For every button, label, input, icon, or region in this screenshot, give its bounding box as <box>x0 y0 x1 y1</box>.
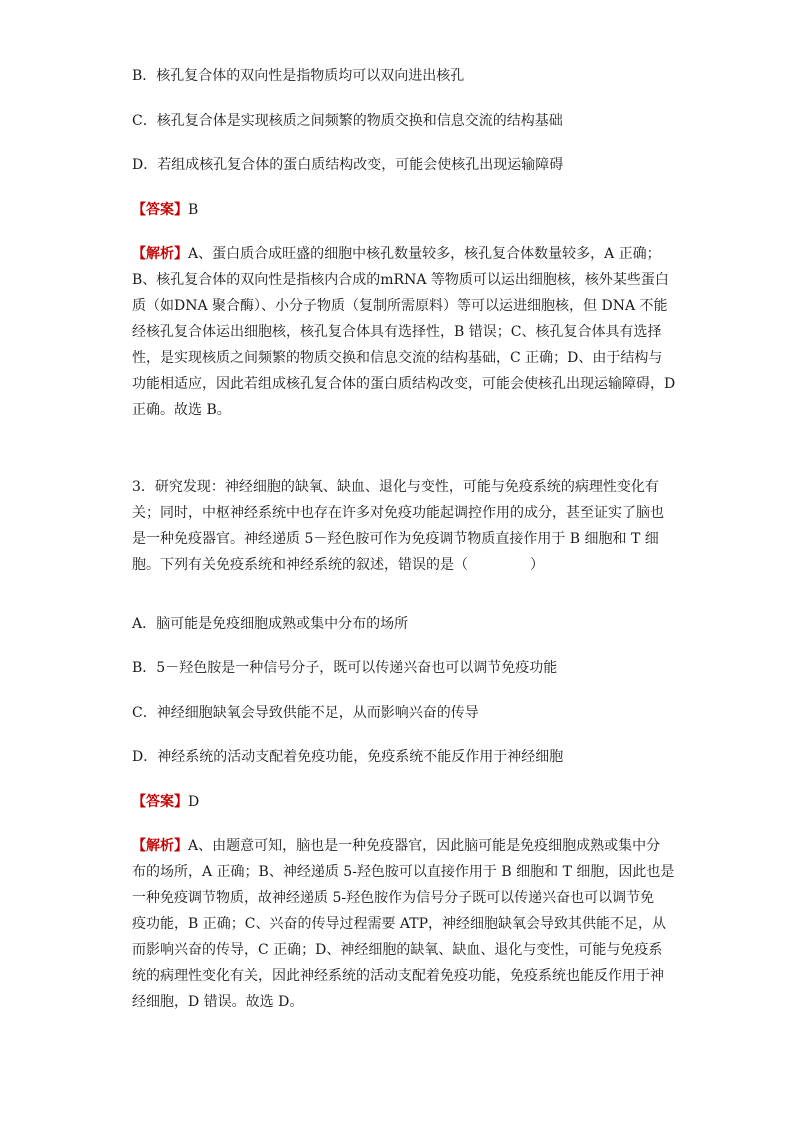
answer-tag: 【答案】 <box>132 202 188 218</box>
analysis-line: B、核孔复合体的双向性是指核内合成的mRNA 等物质可以运出细胞核，核外某些蛋白 <box>132 272 669 288</box>
analysis-line: 布的场所，A 正确；B、神经递质 5-羟色胺可以直接作用于 B 细胞和 T 细胞，因此也是 <box>132 864 675 880</box>
q2-option-d: D．若组成核孔复合体的蛋白质结构改变，可能会使核孔出现运输障碍 <box>132 157 564 173</box>
q3-stem <box>132 474 672 578</box>
q3-option-d: D．神经系统的活动支配着免疫功能，免疫系统不能反作用于神经细胞 <box>132 749 564 765</box>
q3-answer <box>132 792 672 812</box>
answer-tag: 【答案】 <box>132 794 188 810</box>
q2-answer <box>132 200 672 220</box>
q3-option-c: C．神经细胞缺氧会导致供能不足，从而影响兴奋的传导 <box>132 705 479 721</box>
q3-option-b: B．5－羟色胺是一种信号分子，既可以传递兴奋也可以调节免疫功能 <box>132 660 558 676</box>
analysis-line: 功能相适应，因此若组成核孔复合体的蛋白质结构改变，可能会使核孔出现运输障碍，D <box>132 376 676 392</box>
q3-analysis <box>132 833 675 1015</box>
analysis-tag: 【解析】 <box>132 838 188 854</box>
q2-option-b: B．核孔复合体的双向性是指物质均可以双向进出核孔 <box>132 68 465 84</box>
analysis-tag: 【解析】 <box>132 246 188 262</box>
answer-value: B <box>188 202 199 218</box>
answer-value: D <box>188 794 200 810</box>
q2-analysis <box>132 241 676 423</box>
analysis-line: 经细胞，D 错误。故选 D。 <box>132 994 304 1010</box>
analysis-line: 【解析】A、由题意可知，脑也是一种免疫器官，因此脑可能是免疫细胞成熟或集中分 <box>132 838 661 854</box>
analysis-line: 【解析】A、蛋白质合成旺盛的细胞中核孔数量较多，核孔复合体数量较多，A 正确； <box>132 246 661 262</box>
stem-line: 关；同时，中枢神经系统中也存在许多对免疫功能起调控作用的成分，甚至证实了脑也 <box>132 505 664 521</box>
stem-line: 是一种免疫器官。神经递质 5－羟色胺可作为免疫调节物质直接作用于 B 细胞和 T 细 <box>132 531 659 547</box>
analysis-line: 正确。故选 B。 <box>132 402 231 418</box>
stem-line: 3．研究发现：神经细胞的缺氧、缺血、退化与变性，可能与免疫系统的病理性变化有 <box>132 479 659 495</box>
q2-option-c: C．核孔复合体是实现核质之间频繁的物质交换和信息交流的结构基础 <box>132 113 563 129</box>
analysis-line: 而影响兴奋的传导，C 正确；D、神经细胞的缺氧、缺血、退化与变性，可能与免疫系 <box>132 942 663 958</box>
analysis-line: 性，是实现核质之间频繁的物质交换和信息交流的结构基础，C 正确；D、由于结构与 <box>132 350 663 366</box>
q3-option-a: A．脑可能是免疫细胞成熟或集中分布的场所 <box>132 616 409 632</box>
analysis-line: 疫功能，B 正确；C、兴奋的传导过程需要 ATP，神经细胞缺氧会导致其供能不足，从 <box>132 916 667 932</box>
analysis-line: 质（如DNA 聚合酶）、小分子物质（复制所需原料）等可以运进细胞核，但 DNA 不能 <box>132 298 668 314</box>
stem-line: 胞。下列有关免疫系统和神经系统的叙述，错误的是（ ） <box>132 557 544 573</box>
analysis-line: 一种免疫调节物质，故神经递质 5-羟色胺作为信号分子既可以传递兴奋也可以调节免 <box>132 890 655 906</box>
analysis-line: 统的病理性变化有关，因此神经系统的活动支配着免疫功能，免疫系统也能反作用于神 <box>132 968 664 984</box>
analysis-line: 经核孔复合体运出细胞核，核孔复合体具有选择性，B 错误；C、核孔复合体具有选择 <box>132 324 662 340</box>
